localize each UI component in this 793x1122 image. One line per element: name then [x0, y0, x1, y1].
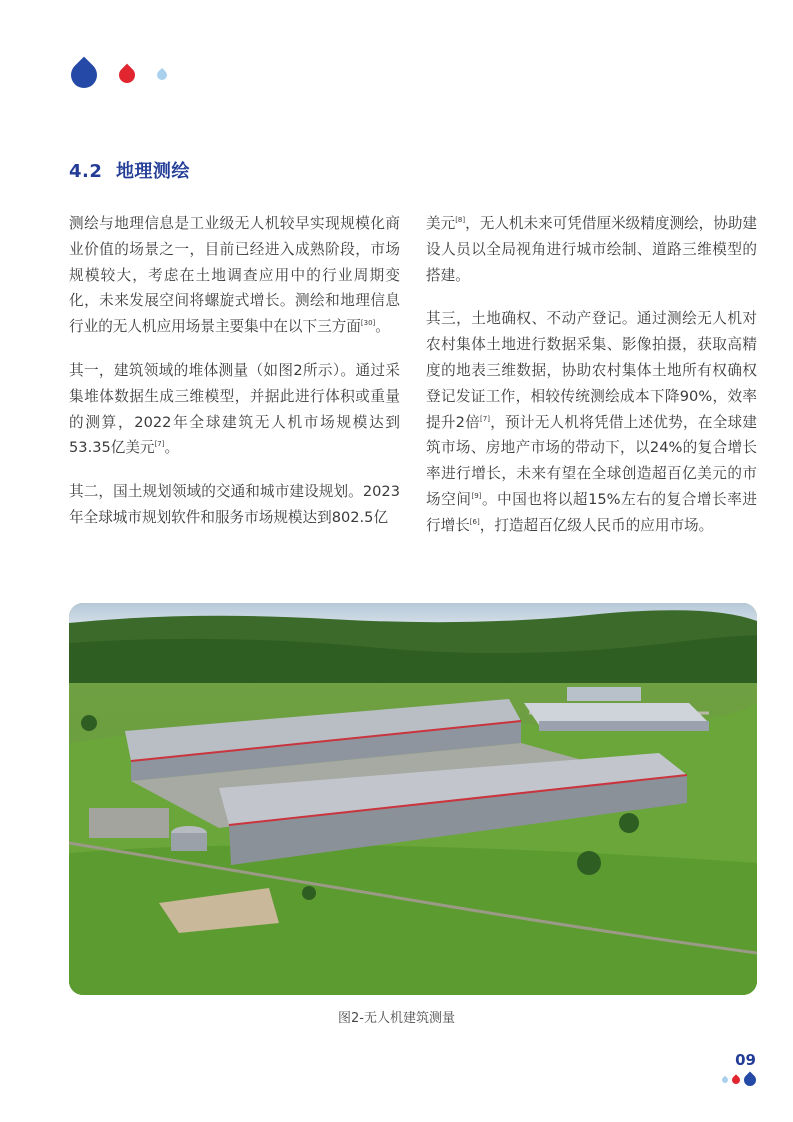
- page-number: 09: [735, 1051, 756, 1069]
- paragraph-second: 其二，国土规划领域的交通和城市建设规划。2023年全球城市规划软件和服务市场规模达到802.5亿: [69, 483, 400, 526]
- aerial-warehouse-illustration: [69, 603, 757, 995]
- section-heading: 地理测绘: [115, 161, 190, 182]
- figure-caption: 图2-无人机建筑测量: [338, 1011, 455, 1026]
- decor-mini-drop-blue: [742, 1072, 759, 1089]
- section-title: [69, 157, 190, 183]
- paragraph-second-cont: 美元[8]，无人机未来可凭借厘米级精度测绘，协助建设人员以全局视角进行城市绘制、道路三维模型的搭建。: [426, 215, 758, 284]
- right-column: [426, 211, 757, 557]
- paragraph-intro: 测绘与地理信息是工业级无人机较早实现规模化商业价值的场景之一，目前已经进入成熟阶段，市场规模较大，考虑在土地调查应用中的行业周期变化，未来发展空间将螺旋式增长。测绘和地理信息行业的无人机应用场景主要集中在以下三方面[30]。: [69, 215, 400, 336]
- paragraph-third: 其三，土地确权、不动产登记。通过测绘无人机对农村集体土地进行数据采集、影像拍摄，获取高精度的地表三维数据，协助农村集体土地所有权确权登记发证工作，相较传统测绘成本下降90%，效率提升2倍[7]，预计无人机将凭借上述优势，在全球建筑市场、房地产市场的带动下，以24%的复合增长率进行增长，未来有望在全球创造超百亿美元的市场空间[9]。中国也将以超15%左右的复合增长率进行增长[6]，打造超百亿级人民币的应用市场。: [426, 310, 757, 534]
- paragraph-first: 其一，建筑领域的堆体测量（如图2所示）。通过采集堆体数据生成三维模型，并据此进行体积或重量的测算，2022年全球建筑无人机市场规模达到53.35亿美元[7]。: [69, 361, 400, 457]
- figure-drone-construction-survey: [69, 603, 757, 995]
- decor-mini-drop-light: [721, 1076, 729, 1084]
- decor-drop-small: [155, 68, 169, 82]
- decor-drop-medium: [116, 64, 139, 87]
- left-column: [69, 211, 400, 549]
- decor-mini-drop-red: [730, 1074, 741, 1085]
- decor-drop-large: [66, 57, 103, 94]
- section-number: 4.2: [69, 161, 103, 182]
